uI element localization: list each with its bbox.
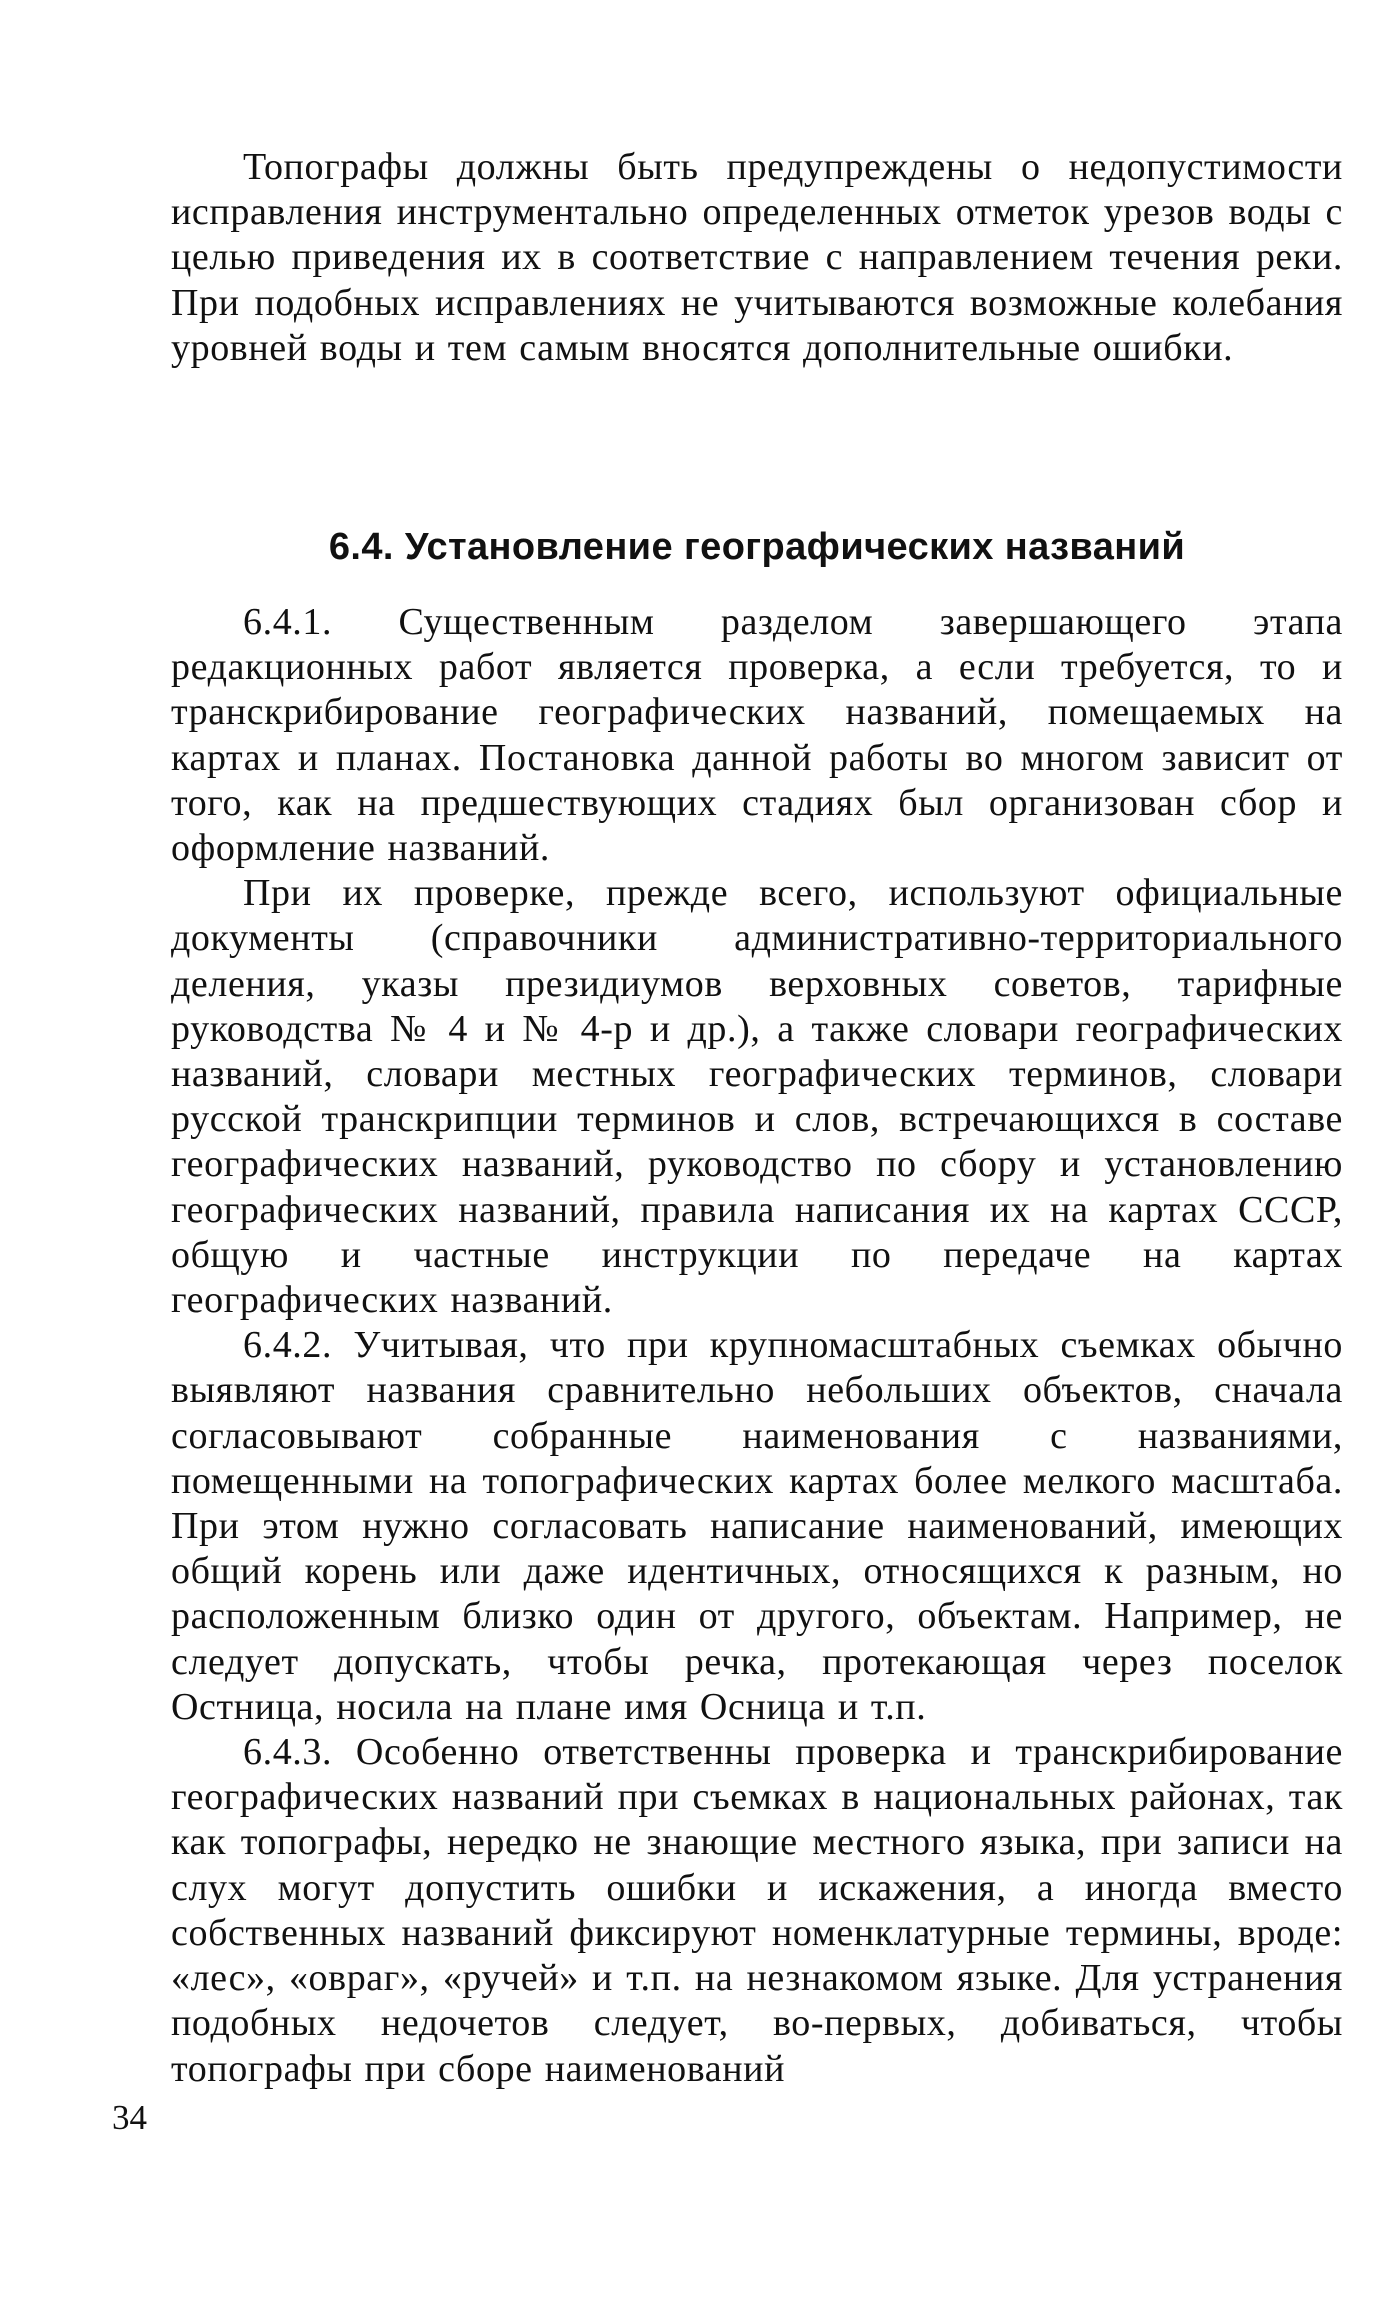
section-heading: 6.4. Установление географических названий (328, 526, 1186, 568)
intro-paragraph: Топографы должны быть предупреждены о недопустимости исправления инструментально определенных отметок урезов воды с целью приведения их в соответствие с направлением течения реки. При подобных исправлениях не учитываются возможные колебания уровней воды и тем самым вносятся дополнительные ошибки. (171, 146, 1343, 369)
page-number: 34 (112, 2098, 147, 2137)
intro-text-block (171, 145, 1343, 371)
paragraph-6-4-3: 6.4.3. Особенно ответственны проверка и транскрибирование географических названий при съемках в национальных районах, так как топографы, нередко не знающие местного языка, при записи на слух могут допустить ошибки и искажения, а иногда вместо собственных названий фиксируют номенклатурные термины, вроде: «лес», «овраг», «ручей» и т.п. на незнакомом языке. Для устранения подобных недочетов следует, во-первых, добиваться, чтобы топографы при сборе наименований (171, 1731, 1343, 2090)
paragraph-sources: При их проверке, прежде всего, используют официальные документы (справочники административно-территориального деления, указы президиумов верховных советов, тарифные руководства № 4 и № 4-р и др.), а также словари географических названий, словари местных географических терминов, словари русской транскрипции терминов и слов, встречающихся в составе географических названий, руководство по сбору и установлению географических названий, правила написания их на картах СССР, общую и частные инструкции по передаче на картах географических названий. (171, 872, 1343, 1322)
paragraph-6-4-2: 6.4.2. Учитывая, что при крупномасштабных съемках обычно выявляют названия сравнительно небольших объектов, сначала согласовывают собранные наименования с названиями, помещенными на топографических картах более мелкого масштаба. При этом нужно согласовать написание наименований, имеющих общий корень или даже идентичных, относящихся к разным, но расположенным близко один от другого, объектам. Например, не следует допускать, чтобы речка, протекающая через поселок Остница, носила на плане имя Осница и т.п. (171, 1324, 1343, 1728)
section-body (171, 600, 1343, 2092)
paragraph-6-4-1: 6.4.1. Существенным разделом завершающего этапа редакционных работ является проверка, а если требуется, то и транскрибирование географических названий, помещаемых на картах и планах. Постановка данной работы во многом зависит от того, как на предшествующих стадиях был организован сбор и оформление названий. (171, 601, 1343, 870)
